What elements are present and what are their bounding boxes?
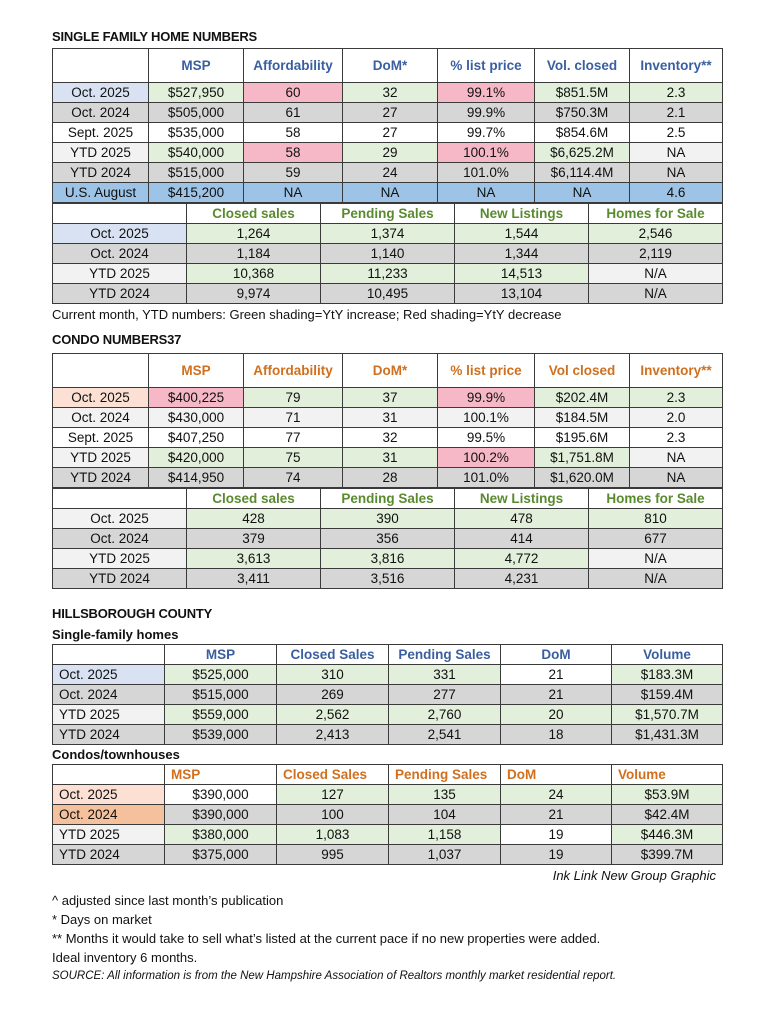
cell: $446.3M (612, 825, 723, 845)
header-pending-sales: Pending Sales (389, 765, 501, 785)
row-label: YTD 2025 (53, 264, 187, 284)
row-label: Oct. 2025 (53, 388, 149, 408)
table-row (53, 569, 723, 589)
header-inventory: Inventory** (630, 354, 723, 388)
cell: 2,413 (277, 725, 389, 745)
table-row (53, 785, 723, 805)
cell: 101.0% (438, 468, 535, 488)
header-msp: MSP (165, 645, 277, 665)
cell: $53.9M (612, 785, 723, 805)
row-label: YTD 2024 (53, 569, 187, 589)
cell: 3,516 (321, 569, 455, 589)
table-row (53, 388, 723, 408)
cell: 27 (343, 123, 438, 143)
cell: $1,570.7M (612, 705, 723, 725)
row-label: YTD 2024 (53, 845, 165, 865)
cell: $42.4M (612, 805, 723, 825)
header-row (53, 354, 723, 388)
cell: 1,037 (389, 845, 501, 865)
table-row (53, 103, 723, 123)
cell: 3,411 (187, 569, 321, 589)
cell: $1,620.0M (535, 468, 630, 488)
table-row (53, 408, 723, 428)
cell: $430,000 (149, 408, 244, 428)
table-row (53, 549, 723, 569)
cell: $407,250 (149, 428, 244, 448)
cell: 356 (321, 529, 455, 549)
cell: 478 (455, 509, 589, 529)
cell: 59 (244, 163, 343, 183)
cell: 10,368 (187, 264, 321, 284)
cell: 100.1% (438, 408, 535, 428)
row-label: Oct. 2024 (53, 103, 149, 123)
hillsborough-sf-subtitle: Single-family homes (52, 627, 179, 642)
cell: 19 (501, 845, 612, 865)
row-label: U.S. August (53, 183, 149, 203)
cell: 75 (244, 448, 343, 468)
cell: 28 (343, 468, 438, 488)
cell: NA (343, 183, 438, 203)
cell: 310 (277, 665, 389, 685)
cell: 71 (244, 408, 343, 428)
header-homes-for-sale: Homes for Sale (589, 489, 723, 509)
header-pending-sales: Pending Sales (321, 204, 455, 224)
cell: 1,344 (455, 244, 589, 264)
cell: $380,000 (165, 825, 277, 845)
row-label: Oct. 2024 (53, 529, 187, 549)
cell: NA (630, 143, 723, 163)
cell: 100 (277, 805, 389, 825)
header-row (53, 489, 723, 509)
table-row (53, 529, 723, 549)
cell: 4,231 (455, 569, 589, 589)
cell: 379 (187, 529, 321, 549)
cell: $851.5M (535, 83, 630, 103)
row-label: Oct. 2025 (53, 785, 165, 805)
footnote-inventory: ** Months it would take to sell what’s listed at the current pace if no new properties were added. (52, 931, 601, 946)
table-row (53, 685, 723, 705)
cell: 99.5% (438, 428, 535, 448)
row-label: Oct. 2025 (53, 509, 187, 529)
cell: N/A (589, 284, 723, 304)
table-row (53, 224, 723, 244)
cell: $750.3M (535, 103, 630, 123)
table-row (53, 448, 723, 468)
table-row (53, 468, 723, 488)
cell: $390,000 (165, 805, 277, 825)
header-new-listings: New Listings (455, 489, 589, 509)
cell: 24 (343, 163, 438, 183)
cell: 2,119 (589, 244, 723, 264)
cell: 1,083 (277, 825, 389, 845)
cell: $6,114.4M (535, 163, 630, 183)
cell: 4,772 (455, 549, 589, 569)
cell: 3,816 (321, 549, 455, 569)
header-list-price: % list price (438, 49, 535, 83)
cell: 32 (343, 428, 438, 448)
header-volume: Volume (612, 645, 723, 665)
table-row (53, 143, 723, 163)
cell: 1,140 (321, 244, 455, 264)
header-row (53, 204, 723, 224)
source-note: SOURCE: All information is from the New Hampshire Association of Realtors monthly market residential report. (52, 970, 617, 982)
cell: $375,000 (165, 845, 277, 865)
table-row (53, 163, 723, 183)
cell: 79 (244, 388, 343, 408)
row-label: Oct. 2024 (53, 408, 149, 428)
header-pending-sales: Pending Sales (321, 489, 455, 509)
header-row (53, 765, 723, 785)
cell: $6,625.2M (535, 143, 630, 163)
row-label: YTD 2025 (53, 448, 149, 468)
cell: 74 (244, 468, 343, 488)
condo-sales-table (52, 488, 723, 589)
cell: $184.5M (535, 408, 630, 428)
cell: 2,546 (589, 224, 723, 244)
cell: $420,000 (149, 448, 244, 468)
cell: 99.7% (438, 123, 535, 143)
table-row (53, 665, 723, 685)
row-label: YTD 2024 (53, 725, 165, 745)
cell: 58 (244, 143, 343, 163)
row-label: Sept. 2025 (53, 123, 149, 143)
cell: 4.6 (630, 183, 723, 203)
cell: $183.3M (612, 665, 723, 685)
header-affordability: Affordability (244, 49, 343, 83)
cell: $415,200 (149, 183, 244, 203)
row-label: Oct. 2025 (53, 224, 187, 244)
cell: $195.6M (535, 428, 630, 448)
header-row (53, 645, 723, 665)
header-dom: DoM (501, 645, 612, 665)
header-dom: DoM* (343, 49, 438, 83)
header-cell (53, 49, 149, 83)
cell: 2,562 (277, 705, 389, 725)
cell: 1,544 (455, 224, 589, 244)
hillsborough-condo-table (52, 764, 723, 865)
row-label: YTD 2025 (53, 705, 165, 725)
cell: 9,974 (187, 284, 321, 304)
header-cell (53, 645, 165, 665)
cell: 21 (501, 665, 612, 685)
row-label: YTD 2025 (53, 143, 149, 163)
header-new-listings: New Listings (455, 204, 589, 224)
cell: NA (630, 468, 723, 488)
cell: 31 (343, 448, 438, 468)
cell: 414 (455, 529, 589, 549)
cell: $399.7M (612, 845, 723, 865)
cell: 2,760 (389, 705, 501, 725)
row-label: Sept. 2025 (53, 428, 149, 448)
header-closed-sales: Closed sales (187, 489, 321, 509)
condo-table (52, 353, 723, 488)
table-row (53, 428, 723, 448)
hillsborough-condo-subtitle: Condos/townhouses (52, 747, 180, 762)
table-row (53, 123, 723, 143)
header-dom: DoM (501, 765, 612, 785)
header-msp: MSP (149, 354, 244, 388)
header-cell (53, 354, 149, 388)
cell: 20 (501, 705, 612, 725)
row-label: Oct. 2025 (53, 665, 165, 685)
cell: $202.4M (535, 388, 630, 408)
header-inventory: Inventory** (630, 49, 723, 83)
header-list-price: % list price (438, 354, 535, 388)
single-family-title: SINGLE FAMILY HOME NUMBERS (52, 29, 257, 44)
single-family-table (52, 48, 723, 203)
graphic-credit: Ink Link New Group Graphic (552, 868, 716, 883)
cell: 995 (277, 845, 389, 865)
footnote-adjusted: ^ adjusted since last month’s publication (52, 893, 284, 908)
table-row (53, 825, 723, 845)
cell: 29 (343, 143, 438, 163)
cell: 61 (244, 103, 343, 123)
cell: 37 (343, 388, 438, 408)
header-closed-sales: Closed Sales (277, 645, 389, 665)
cell: NA (630, 163, 723, 183)
cell: 2.1 (630, 103, 723, 123)
cell: 677 (589, 529, 723, 549)
cell: 14,513 (455, 264, 589, 284)
header-closed-sales: Closed Sales (277, 765, 389, 785)
table-row (53, 83, 723, 103)
cell: 277 (389, 685, 501, 705)
cell: 99.1% (438, 83, 535, 103)
cell: 2.5 (630, 123, 723, 143)
table-row (53, 845, 723, 865)
cell: 2,541 (389, 725, 501, 745)
header-cell (53, 204, 187, 224)
cell: $390,000 (165, 785, 277, 805)
row-label: Oct. 2024 (53, 805, 165, 825)
cell: $400,225 (149, 388, 244, 408)
cell: NA (630, 448, 723, 468)
table-row (53, 244, 723, 264)
row-label: YTD 2024 (53, 468, 149, 488)
cell: 27 (343, 103, 438, 123)
cell: 1,184 (187, 244, 321, 264)
cell: $559,000 (165, 705, 277, 725)
cell: 100.2% (438, 448, 535, 468)
footnote-dom: * Days on market (52, 912, 152, 927)
row-label: YTD 2025 (53, 825, 165, 845)
header-row (53, 49, 723, 83)
header-dom: DoM* (343, 354, 438, 388)
cell: 2.0 (630, 408, 723, 428)
header-homes-for-sale: Homes for Sale (589, 204, 723, 224)
cell: 3,613 (187, 549, 321, 569)
market-report-page (52, 26, 724, 985)
cell: $515,000 (165, 685, 277, 705)
cell: N/A (589, 569, 723, 589)
header-pending-sales: Pending Sales (389, 645, 501, 665)
row-label: Oct. 2025 (53, 83, 149, 103)
cell: $1,431.3M (612, 725, 723, 745)
cell: 101.0% (438, 163, 535, 183)
cell: $159.4M (612, 685, 723, 705)
header-volume: Volume (612, 765, 723, 785)
cell: $539,000 (165, 725, 277, 745)
cell: 1,158 (389, 825, 501, 845)
cell: $527,950 (149, 83, 244, 103)
table-row (53, 705, 723, 725)
cell: $414,950 (149, 468, 244, 488)
cell: 19 (501, 825, 612, 845)
header-closed-sales: Closed sales (187, 204, 321, 224)
cell: 2.3 (630, 83, 723, 103)
cell: 60 (244, 83, 343, 103)
cell: $854.6M (535, 123, 630, 143)
cell: 32 (343, 83, 438, 103)
row-label: YTD 2024 (53, 284, 187, 304)
table-row (53, 509, 723, 529)
cell: 428 (187, 509, 321, 529)
cell: $505,000 (149, 103, 244, 123)
cell: NA (244, 183, 343, 203)
header-cell (53, 765, 165, 785)
single-family-sales-table (52, 203, 723, 304)
cell: 127 (277, 785, 389, 805)
header-msp: MSP (165, 765, 277, 785)
cell: 13,104 (455, 284, 589, 304)
table-row (53, 805, 723, 825)
table-row (53, 725, 723, 745)
cell: 2.3 (630, 428, 723, 448)
header-msp: MSP (149, 49, 244, 83)
cell: 21 (501, 685, 612, 705)
hillsborough-sf-table (52, 644, 723, 745)
cell: 77 (244, 428, 343, 448)
cell: 31 (343, 408, 438, 428)
cell: $540,000 (149, 143, 244, 163)
cell: NA (535, 183, 630, 203)
cell: N/A (589, 549, 723, 569)
table-row (53, 264, 723, 284)
shading-legend-note: Current month, YTD numbers: Green shading=YtY increase; Red shading=YtY decrease (52, 307, 562, 322)
row-label: Oct. 2024 (53, 244, 187, 264)
header-cell (53, 489, 187, 509)
row-label: YTD 2024 (53, 163, 149, 183)
header-vol-closed: Vol. closed (535, 49, 630, 83)
cell: 10,495 (321, 284, 455, 304)
cell: 1,264 (187, 224, 321, 244)
cell: 810 (589, 509, 723, 529)
cell: 99.9% (438, 388, 535, 408)
table-row-us (53, 183, 723, 203)
cell: 21 (501, 805, 612, 825)
cell: 390 (321, 509, 455, 529)
cell: 135 (389, 785, 501, 805)
cell: 11,233 (321, 264, 455, 284)
cell: $525,000 (165, 665, 277, 685)
footnote-ideal-inventory: Ideal inventory 6 months. (52, 950, 198, 965)
row-label: YTD 2025 (53, 549, 187, 569)
cell: N/A (589, 264, 723, 284)
cell: 100.1% (438, 143, 535, 163)
cell: 1,374 (321, 224, 455, 244)
cell: 104 (389, 805, 501, 825)
cell: 269 (277, 685, 389, 705)
cell: NA (438, 183, 535, 203)
cell: $515,000 (149, 163, 244, 183)
header-affordability: Affordability (244, 354, 343, 388)
cell: 24 (501, 785, 612, 805)
header-vol-closed: Vol closed (535, 354, 630, 388)
hillsborough-title: HILLSBOROUGH COUNTY (52, 606, 213, 621)
cell: 18 (501, 725, 612, 745)
cell: 2.3 (630, 388, 723, 408)
cell: 99.9% (438, 103, 535, 123)
cell: $1,751.8M (535, 448, 630, 468)
cell: 331 (389, 665, 501, 685)
table-row (53, 284, 723, 304)
cell: 58 (244, 123, 343, 143)
condo-title: CONDO NUMBERS37 (52, 332, 182, 347)
row-label: Oct. 2024 (53, 685, 165, 705)
cell: $535,000 (149, 123, 244, 143)
